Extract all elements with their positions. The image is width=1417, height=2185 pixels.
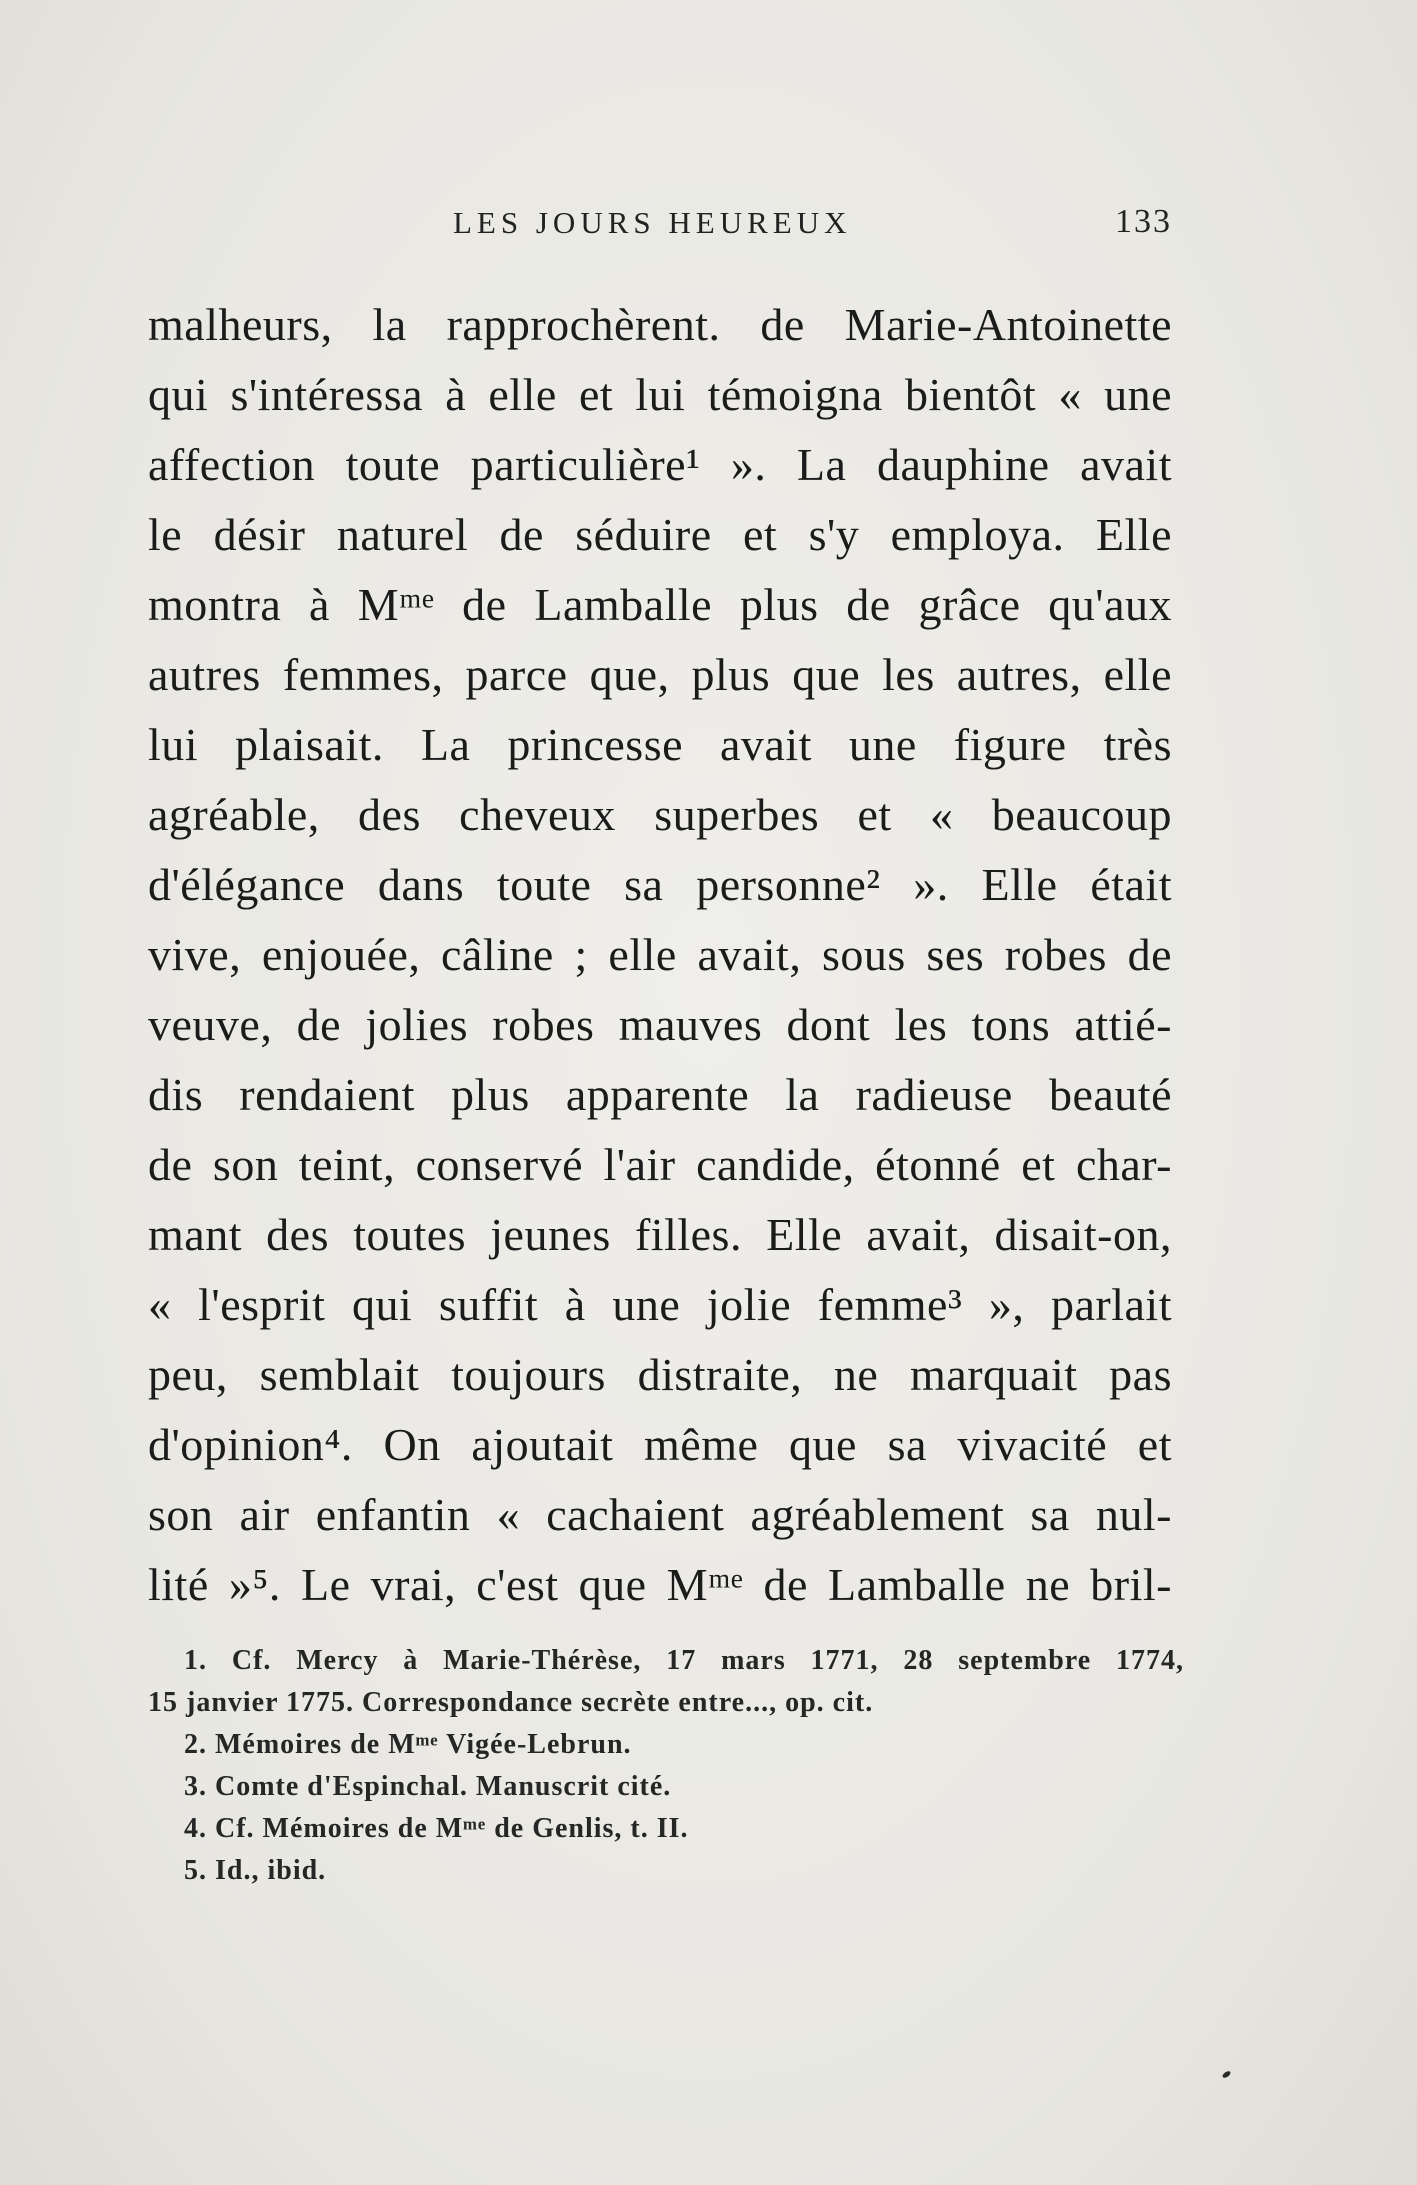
- text-line: d'opinion⁴. On ajoutait même que sa vivacité et: [148, 1419, 1172, 1470]
- text-line: dis rendaient plus apparente la radieuse beauté: [148, 1069, 1172, 1120]
- text-line: d'élégance dans toute sa personne² ». Elle était: [148, 859, 1172, 910]
- text-line: agréable, des cheveux superbes et « beaucoup: [148, 789, 1172, 840]
- text-line: veuve, de jolies robes mauves dont les tons attié-: [148, 999, 1172, 1050]
- footnote-1-continued: 15 janvier 1775. Correspondance secrète entre..., op. cit.: [148, 1687, 874, 1718]
- running-title: LES JOURS HEUREUX: [453, 205, 852, 240]
- text-line: vive, enjouée, câline ; elle avait, sous ses robes de: [148, 929, 1172, 980]
- text-line: peu, semblait toujours distraite, ne marquait pas: [148, 1349, 1172, 1400]
- text-line: de son teint, conservé l'air candide, étonné et char-: [148, 1139, 1172, 1190]
- text-line: autres femmes, parce que, plus que les autres, elle: [148, 649, 1172, 700]
- text-line: son air enfantin « cachaient agréablement sa nul-: [148, 1489, 1172, 1540]
- text-line: qui s'intéressa à elle et lui témoigna bientôt « une: [148, 369, 1172, 420]
- page-number: 133: [1115, 203, 1172, 240]
- footnote-4: 4. Cf. Mémoires de Mᵐᵉ de Genlis, t. II.: [184, 1813, 689, 1844]
- ink-speck: [1221, 2070, 1231, 2079]
- text-line: « l'esprit qui suffit à une jolie femme³ », parlait: [148, 1279, 1172, 1330]
- footnote-2: 2. Mémoires de Mᵐᵉ Vigée-Lebrun.: [184, 1729, 632, 1760]
- text-line: lui plaisait. La princesse avait une figure très: [148, 719, 1172, 770]
- footnote-1: 1. Cf. Mercy à Marie-Thérèse, 17 mars 1771, 28 septembre 1774,: [184, 1645, 1184, 1676]
- text-line: montra à Mᵐᵉ de Lamballe plus de grâce qu'aux: [148, 579, 1172, 630]
- body-text: [148, 290, 1172, 1620]
- footnote-3: 3. Comte d'Espinchal. Manuscrit cité.: [184, 1771, 672, 1802]
- running-head: [148, 205, 1172, 255]
- text-line: le désir naturel de séduire et s'y employa. Elle: [148, 509, 1172, 560]
- footnotes: [148, 1640, 1184, 1892]
- text-line: affection toute particulière¹ ». La dauphine avait: [148, 439, 1172, 490]
- text-line: lité »⁵. Le vrai, c'est que Mᵐᵉ de Lamballe ne bril-: [148, 1559, 1172, 1610]
- text-line: malheurs, la rapprochèrent. de Marie-Antoinette: [148, 299, 1172, 350]
- footnote-5: 5. Id., ibid.: [184, 1855, 327, 1886]
- text-line: mant des toutes jeunes filles. Elle avait, disait-on,: [148, 1209, 1172, 1260]
